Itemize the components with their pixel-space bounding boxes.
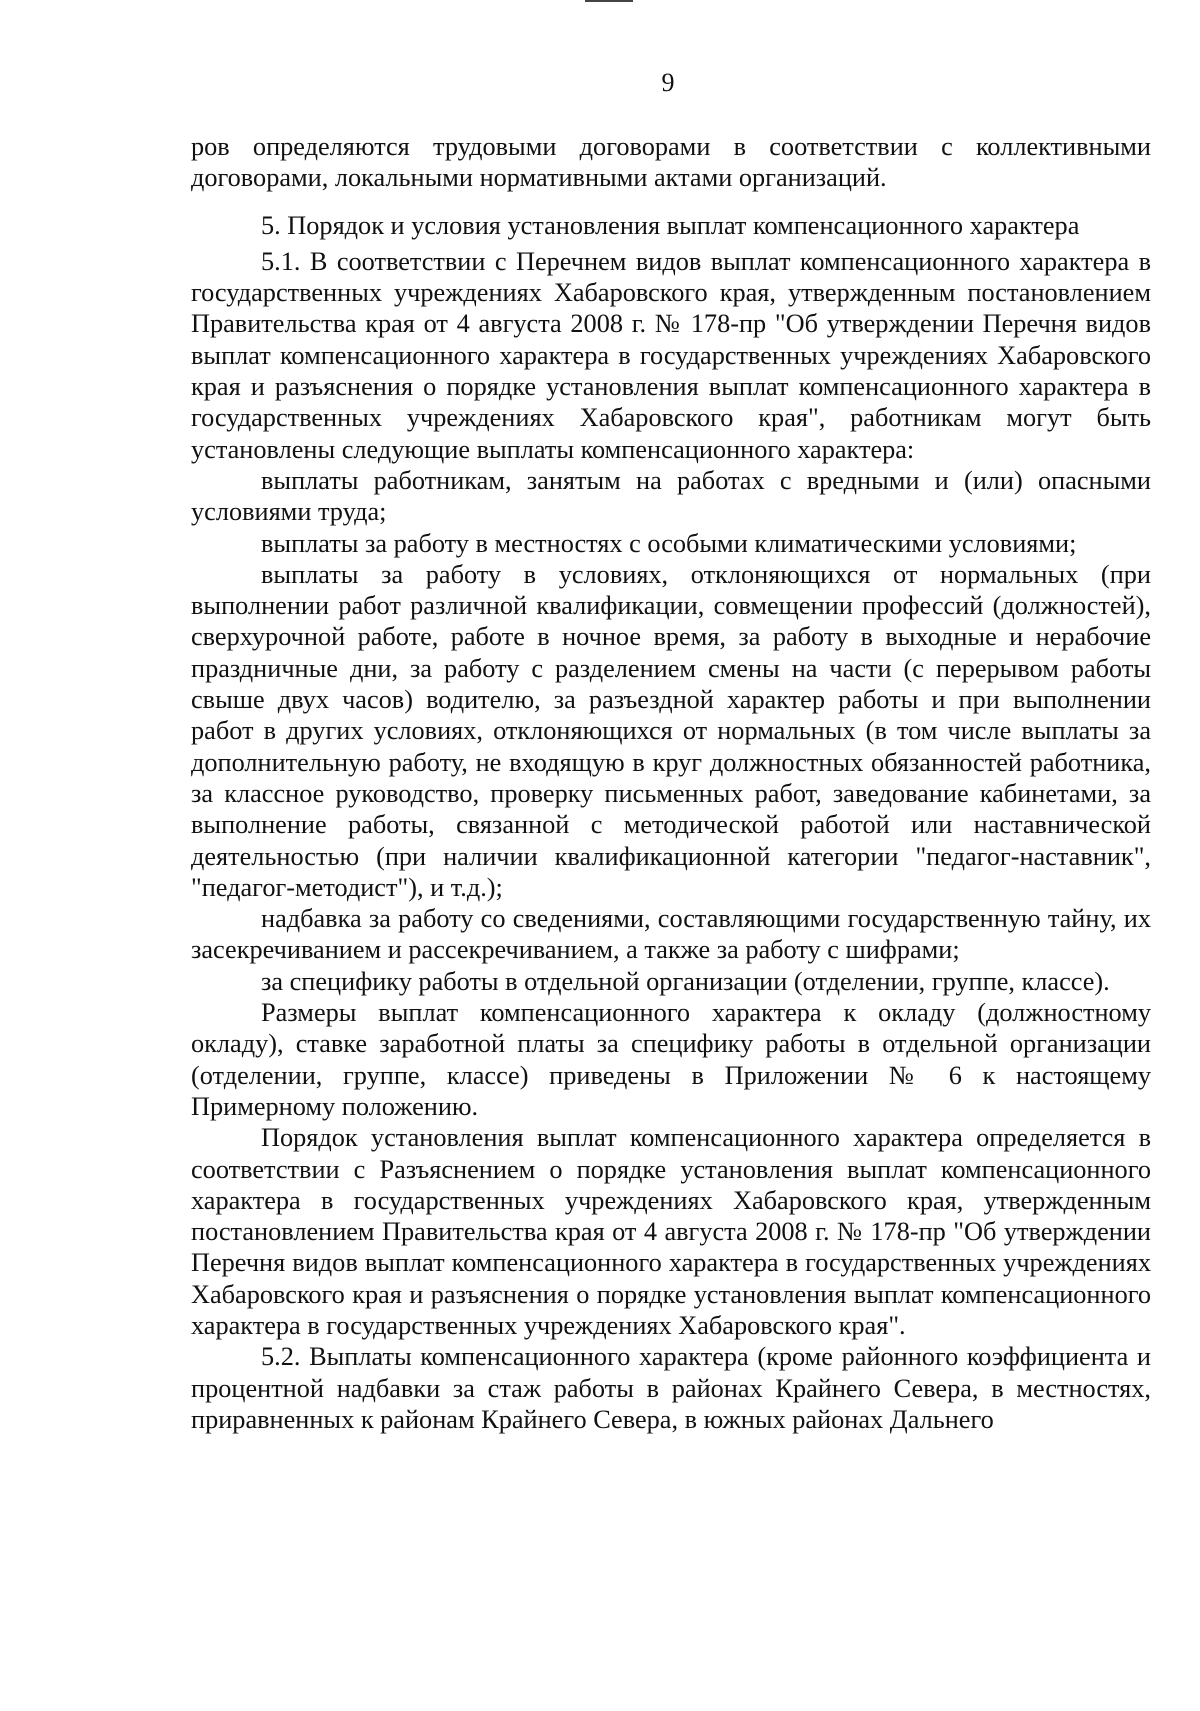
paragraph: Размеры выплат компенсационного характера к окладу (должностному окладу), ставке заработной платы за специфику работы в отдельной организации (отделении, группе, классе) приведены в Приложении № 6 к настоящему Примерному положению. (191, 998, 1151, 1121)
list-item: выплаты за работу в условиях, отклоняющихся от нормальных (при выполнении работ различной квалификации, совмещении профессий (должностей), сверхурочной работе, работе в ночное время, за работу в выходные и нерабочие праздничные дни, за работу с разделением смены на части (с перерывом работы свыше двух часов) водителю, за разъездной характер работы и при выполнении работ в других условиях, отклоняющихся от нормальных (в том числе выплаты за дополнительную работу, не входящую в круг должностных обязанностей работника, за классное руководство, проверку письменных работ, заведование кабинетами, за выполнение работы, связанной с методической работой или наставнической деятельностью (при наличии квалификационной категории "педагог-наставник", "педагог-методист"), и т.д.); (191, 559, 1151, 902)
section-heading: 5. Порядок и условия установления выплат компенсационного характера (261, 210, 1080, 240)
page-top-mark (585, 0, 633, 2)
list-item: выплаты работникам, занятым на работах с вредными и (или) опасными условиями труда; (191, 465, 1151, 527)
page-number: 9 (661, 68, 675, 97)
paragraph: 5.1. В соответствии с Перечнем видов выплат компенсационного характера в государственных учреждениях Хабаровского края, утвержденным постановлением Правительства края от 4 августа 2008 г. № 178-пр "Об утверждении Перечня видов выплат компенсационного характера в государственных учреждениях Хабаровского края и разъяснения о порядке установления выплат компенсационного характера в государственных учреждениях Хабаровского края", работникам могут быть установлены следующие выплаты компенсационного характера: (191, 246, 1151, 464)
list-item: за специфику работы в отдельной организации (отделении, группе, классе). (261, 966, 1110, 996)
paragraph-continuation: ров определяются трудовыми договорами в соответствии с коллективными договорами, локальными нормативными актами организаций. (191, 132, 1151, 193)
body-text (191, 131, 1151, 1435)
paragraph: 5.2. Выплаты компенсационного характера (кроме районного коэффициента и процентной надбавки за стаж работы в районах Крайнего Севера, в местностях, приравненных к районам Крайнего Севера, в южных районах Дальнего (191, 1342, 1151, 1434)
list-item: выплаты за работу в местностях с особыми климатическими условиями; (261, 528, 1077, 558)
paragraph: Порядок установления выплат компенсационного характера определяется в соответствии с Разъяснением о порядке установления выплат компенсационного характера в государственных учреждениях Хабаровского края, утвержденным постановлением Правительства края от 4 августа 2008 г. № 178-пр "Об утверждении Перечня видов выплат компенсационного характера в государственных учреждениях Хабаровского края и разъяснения о порядке установления выплат компенсационного характера в государственных учреждениях Хабаровского края". (191, 1123, 1151, 1340)
list-item: надбавка за работу со сведениями, составляющими государственную тайну, их засекречиванием и рассекречиванием, а также за работу с шифрами; (191, 904, 1151, 965)
